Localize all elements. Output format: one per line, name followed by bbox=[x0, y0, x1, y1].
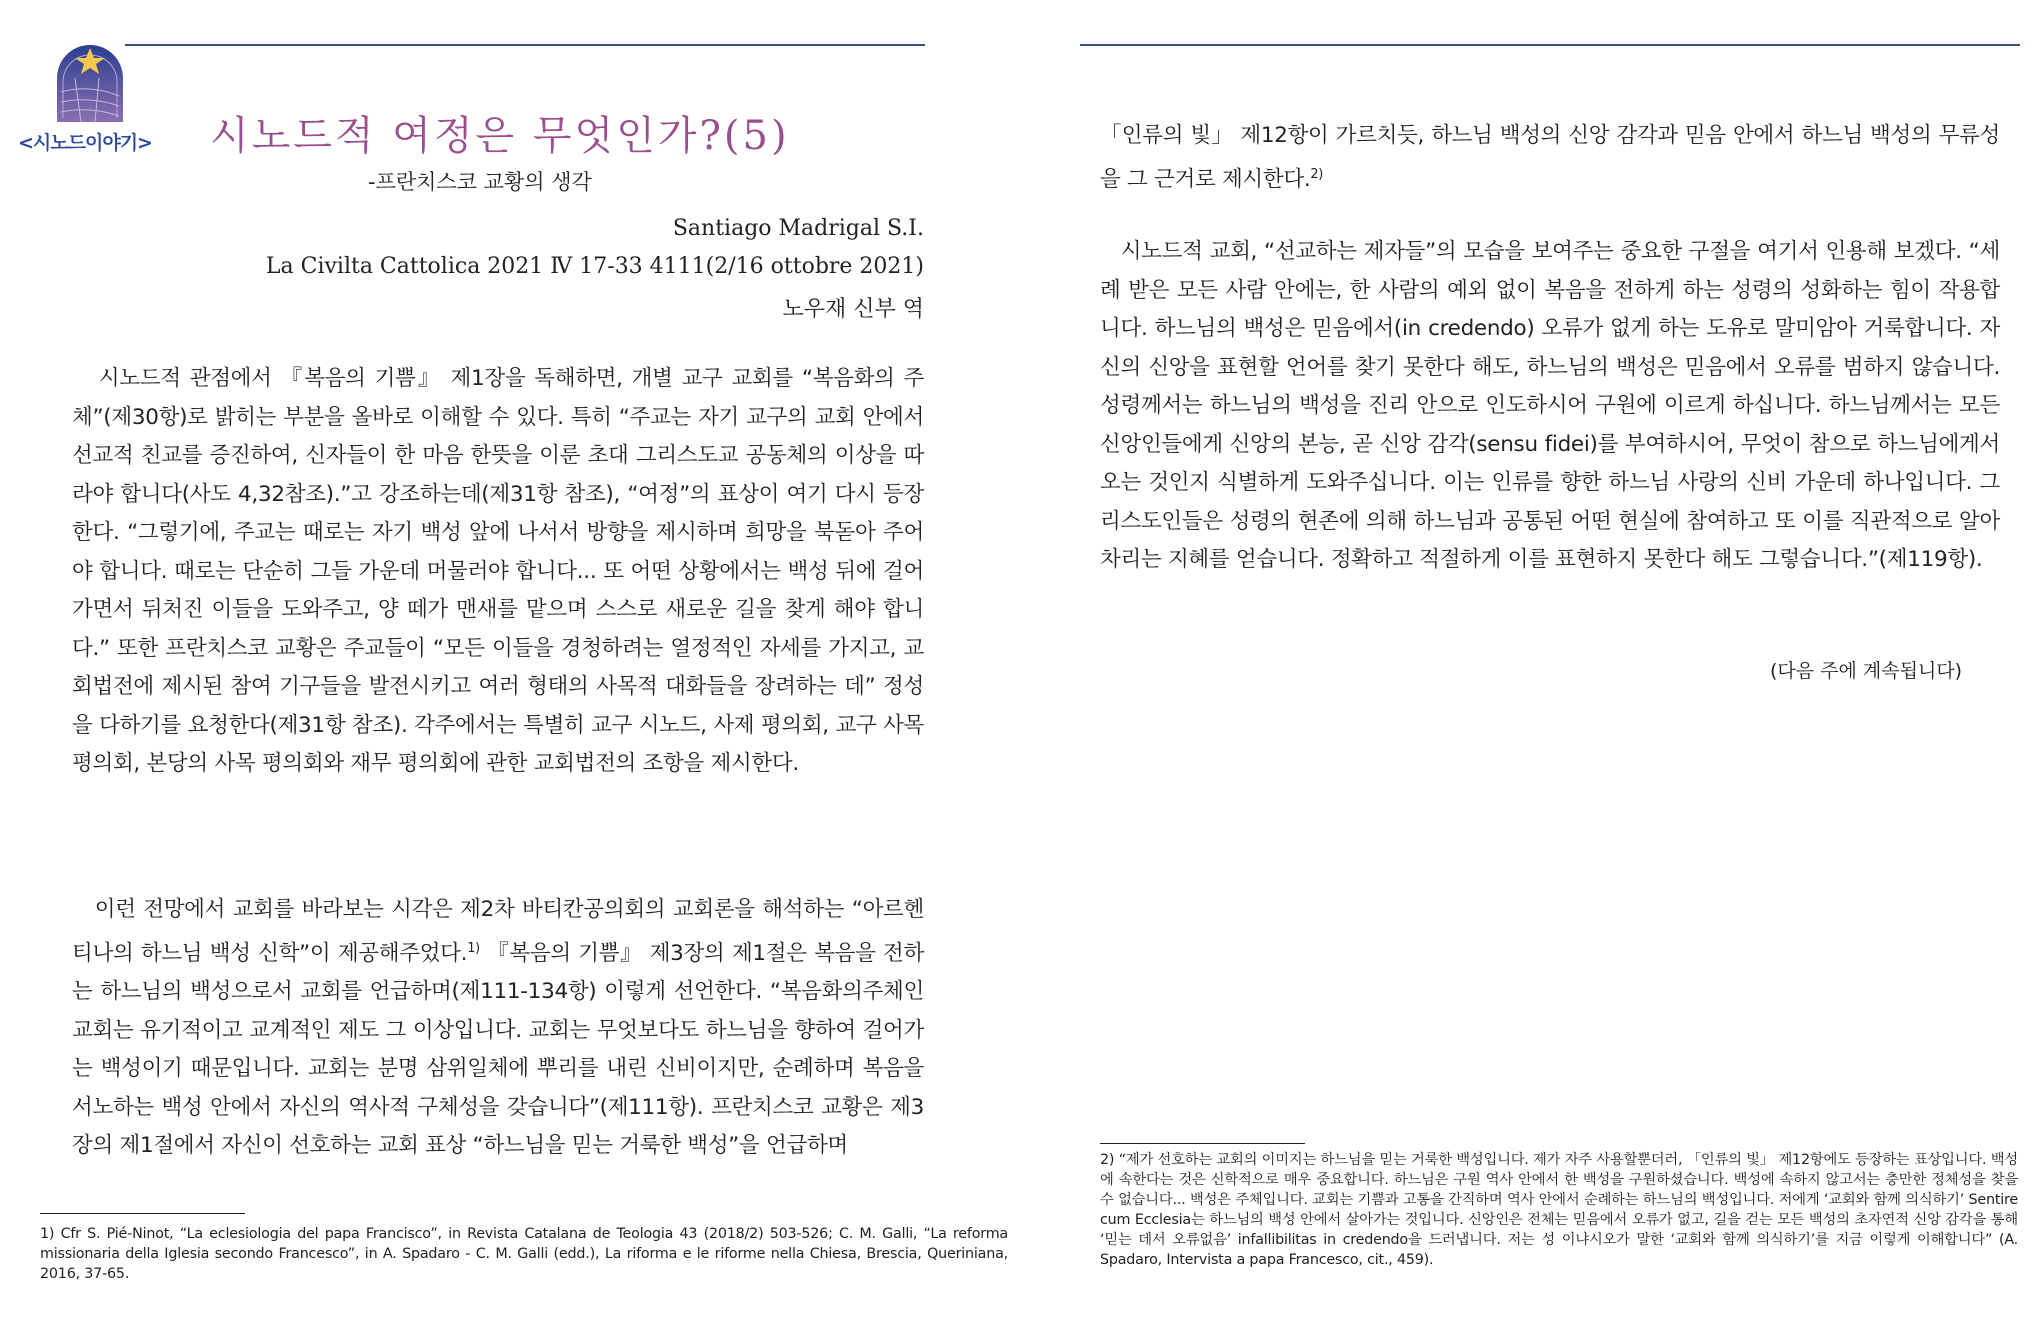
footnote-2: 2) “제가 선호하는 교회의 이미지는 하느님을 믿는 거룩한 백성입니다. 제가 자주 사용할뿐더러, 「인류의 빛」 제12항에도 등장하는 표상입니다. 백성에 속한다는 것은 신학적으로 매우 중요합니다. 하느님은 구원 역사 안에서 한 백성을 구원하셨습니다. 백성에 속하지 않고서는 충만한 정체성을 찾을 수 없습니다... 백성은 주체입니다. 교회는 기쁨과 고통을 간직하며 역사 안에서 순례하는 하느님의 백성입니다. 저에게 ‘교회와 함께 의식하기’ Sentire cum Ecclesia는 하느님의 백성 안에서 살아가는 것입니다. 신앙인은 전체는 믿음에서 오류가 없고, 길을 걷는 모든 백성의 초자연적 신앙 감각을 통해 ‘믿는 데서 오류없음’ infallibilitas in credendo을 드러냅니다. 저는 성 이냐시오가 말한 ‘교회와 함께 의식하기’를 지금 이렇게 이해합니다” (A. Spadaro, Intervista a papa Francesco, cit., 459). bbox=[1100, 1152, 2018, 1268]
body-paragraph bbox=[72, 891, 924, 1166]
footnote-rule bbox=[40, 1213, 245, 1214]
footnote-rule bbox=[1100, 1143, 1305, 1144]
continued-note: (다음 주에 계속됩니다) bbox=[1770, 660, 1963, 682]
series-tag: <시노드이야기> bbox=[18, 132, 152, 154]
paragraph-text: 『복음의 기쁨』 제3장의 제1절은 복음을 전하는 하느님의 백성으로서 교회를 언급하며(제111-134항) 이렇게 선언한다. “복음화의주체인 교회는 유기적이고 교계적인 제도 그 이상입니다. 교회는 무엇보다도 하느님을 향하여 걸어가는 백성이기 때문입니다. 교회는 분명 삼위일체에 뿌리를 내린 신비이지만, 순례하며 복음을 서노하는 백성 안에서 자신의 역사적 구체성을 갖습니다”(제111항). 프란치스코 교황은 제3장의 제1절에서 자신이 선호하는 교회 표상 “하느님을 믿는 거룩한 백성”을 언급하며 bbox=[72, 940, 924, 1159]
paragraph-text: 이런 전망에서 교회를 바라보는 시각은 제2차 바티칸공의회의 교회론을 해석하는 “아르헨티나의 하느님 백성 신학”이 제공해주었다. bbox=[72, 897, 924, 966]
paragraph-text: 시노드적 교회, “선교하는 제자들”의 모습을 보여주는 중요한 구절을 여기서 인용해 보겠다. “세례 받은 모든 사람 안에는, 한 사람의 예외 없이 복음을 전하게 하는 성령의 성화하는 힘이 작용합니다. 하느님의 백성은 믿음에서(in credendo) 오류가 없게 하는 도유로 말미암아 거룩합니다. 자신의 신앙을 표현할 언어를 찾기 못한다 해도, 하느님의 백성은 믿음에서 오류를 범하지 않습니다. 성령께서는 하느님의 백성을 진리 안으로 인도하시어 구원에 이르게 하십니다. 하느님께서는 모든 신앙인들에게 신앙의 본능, 곧 신앙 감각(sensu fidei)를 부여하시어, 무엇이 참으로 하느님에게서 오는 것인지 식별하게 도와주십니다. 이는 인류를 향한 하느님 사랑의 신비 가운데 하나입니다. 그리스도인들은 성령의 현존에 의해 하느님과 공통된 어떤 현실에 참여하고 또 이를 직관적으로 알아차리는 지혜를 얻습니다. 정확하고 적절하게 이를 표현하지 못한다 해도 그렇습니다.”(제119항). bbox=[1100, 239, 2000, 572]
article-subtitle: -프란치스코 교황의 생각 bbox=[368, 170, 592, 194]
footnote-ref[interactable]: 2) bbox=[1310, 166, 1323, 182]
header-rule bbox=[1080, 44, 2020, 46]
right-page bbox=[1070, 0, 2030, 1318]
header-rule bbox=[125, 44, 925, 46]
author: Santiago Madrigal S.I. bbox=[672, 216, 924, 241]
source-citation: La Civilta Cattolica 2021 Ⅳ 17-33 4111(2/16 ottobre 2021) bbox=[265, 254, 924, 279]
footnote-1: 1) Cfr S. Pié-Ninot, “La eclesiologia del papa Francisco”, in Revista Catalana de Teologia 43 (2018/2) 503-526; C. M. Galli, “La reforma missionaria della Iglesia secondo Francesco”, in A. Spadaro - C. M. Galli (edd.), La riforma e le riforme nella Chiesa, Brescia, Queriniana, 2016, 37-65. bbox=[40, 1226, 1008, 1282]
translator: 노우재 신부 역 bbox=[782, 297, 924, 322]
left-page bbox=[0, 0, 1008, 1318]
article-title: 시노드적 여정은 무엇인가?(5) bbox=[210, 113, 790, 159]
footnote-ref[interactable]: 1) bbox=[467, 940, 480, 956]
body-paragraph bbox=[72, 360, 924, 784]
synod-logo-icon bbox=[55, 44, 125, 124]
body-paragraph bbox=[1100, 117, 2000, 199]
body-paragraph bbox=[1100, 233, 2000, 580]
paragraph-text: 「인류의 빛」 제12항이 가르치듯, 하느님 백성의 신앙 감각과 믿음 안에서 하느님 백성의 무류성을 그 근거로 제시한다. bbox=[1100, 123, 2000, 192]
paragraph-text: 시노드적 관점에서 『복음의 기쁨』 제1장을 독해하면, 개별 교구 교회를 “복음화의 주체”(제30항)로 밝히는 부분을 올바로 이해할 수 있다. 특히 “주교는 자기 교구의 교회 안에서 선교적 친교를 증진하여, 신자들이 한 마음 한뜻을 이룬 초대 그리스도교 공동체의 이상을 따라야 합니다(사도 4,32참조).”고 강조하는데(제31항 참조), “여정”의 표상이 여기 다시 등장한다. “그렇기에, 주교는 때로는 자기 백성 앞에 나서서 방향을 제시하며 희망을 북돋아 주어야 합니다. 때로는 단순히 그들 가운데 머물러야 합니다... 또 어떤 상황에서는 백성 뒤에 걸어가면서 뒤처진 이들을 도와주고, 양 떼가 맨새를 맡으며 스스로 새로운 길을 찾게 해야 합니다.” 또한 프란치스코 교황은 주교들이 “모든 이들을 경청하려는 열정적인 자세를 가지고, 교회법전에 제시된 참여 기구들을 발전시키고 여러 형태의 사목적 대화들을 장려하는 데” 정성을 다하기를 요청한다(제31항 참조). 각주에서는 특별히 교구 시노드, 사제 평의회, 교구 사목 평의회, 본당의 사목 평의회와 재무 평의회에 관한 교회법전의 조항을 제시한다. bbox=[72, 366, 924, 776]
